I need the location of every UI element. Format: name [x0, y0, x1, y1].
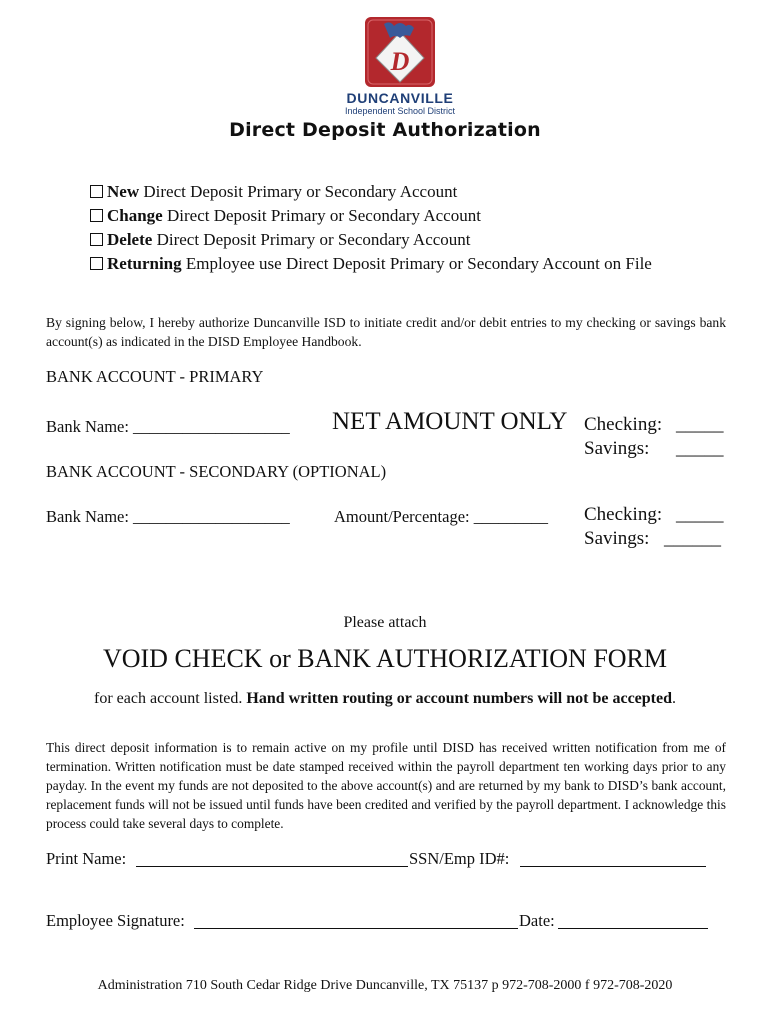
option-new-checkbox[interactable] [90, 185, 103, 198]
primary-checking-field[interactable]: _____ [676, 414, 724, 435]
ssn-label: SSN/Emp ID#: [409, 849, 510, 868]
option-change-checkbox[interactable] [90, 209, 103, 222]
option-returning-checkbox[interactable] [90, 257, 103, 270]
print-name-label: Print Name: [46, 849, 127, 868]
secondary-amount-field[interactable]: Amount/Percentage: _________ [334, 507, 549, 526]
print-name-field[interactable] [136, 866, 408, 867]
secondary-bank-name-field[interactable]: Bank Name: ___________________ [46, 507, 290, 526]
district-subtitle: Independent School District [344, 106, 456, 116]
notice-text: This direct deposit information is to remain active on my profile until DISD has received written notification from me of termination. Written notification must be date stamped received within the payroll department ten working days prior to any payday. In the event my funds are not deposited to the above account(s) and are returned by my bank to DISD’s bank account, replacement funds will not be issued until funds have been credited and verified by the payroll department. I acknowledge this process could take several days to complete. [46, 740, 726, 831]
svg-text:D: D [390, 47, 410, 76]
employee-signature-label: Employee Signature: [46, 911, 185, 930]
option-change[interactable]: Change Direct Deposit Primary or Secondary Account [90, 206, 481, 226]
form-title: Direct Deposit Authorization [229, 119, 541, 141]
secondary-heading: BANK ACCOUNT - SECONDARY (OPTIONAL) [46, 462, 387, 481]
employee-signature-field[interactable] [194, 928, 518, 929]
district-logo [362, 14, 438, 90]
secondary-checking-field[interactable]: _____ [676, 504, 724, 525]
authorization-text: By signing below, I hereby authorize Duncanville ISD to initiate credit and/or debit entries to my checking or savings bank account(s) as indicated in the DISD Employee Handbook. [46, 315, 726, 349]
secondary-savings-field[interactable]: ______ [664, 528, 721, 549]
date-label: Date: [519, 911, 555, 930]
date-field[interactable] [558, 928, 708, 929]
secondary-checking-label: Checking: [584, 504, 663, 525]
option-delete-checkbox[interactable] [90, 233, 103, 246]
attach-instructions: for each account listed. Hand written routing or account numbers will not be accepted. [94, 690, 676, 707]
primary-bank-name-field[interactable]: Bank Name: ___________________ [46, 417, 290, 436]
option-delete[interactable]: Delete Direct Deposit Primary or Secondary Account [90, 230, 471, 250]
primary-savings-field[interactable]: _____ [676, 438, 724, 459]
net-amount-only: NET AMOUNT ONLY [332, 408, 568, 435]
primary-savings-label: Savings: [584, 438, 650, 459]
district-name: DUNCANVILLE [346, 90, 454, 106]
option-new[interactable]: New Direct Deposit Primary or Secondary Account [90, 182, 457, 202]
please-attach: Please attach [343, 614, 427, 631]
secondary-savings-label: Savings: [584, 528, 650, 549]
option-returning[interactable]: Returning Employee use Direct Deposit Primary or Secondary Account on File [90, 254, 652, 274]
primary-heading: BANK ACCOUNT - PRIMARY [46, 367, 264, 386]
void-check-heading: VOID CHECK or BANK AUTHORIZATION FORM [102, 644, 668, 673]
footer-address: Administration 710 South Cedar Ridge Drive Duncanville, TX 75137 p 972-708-2000 f 972-708-2020 [97, 978, 673, 993]
primary-checking-label: Checking: [584, 414, 663, 435]
ssn-field[interactable] [520, 866, 706, 867]
